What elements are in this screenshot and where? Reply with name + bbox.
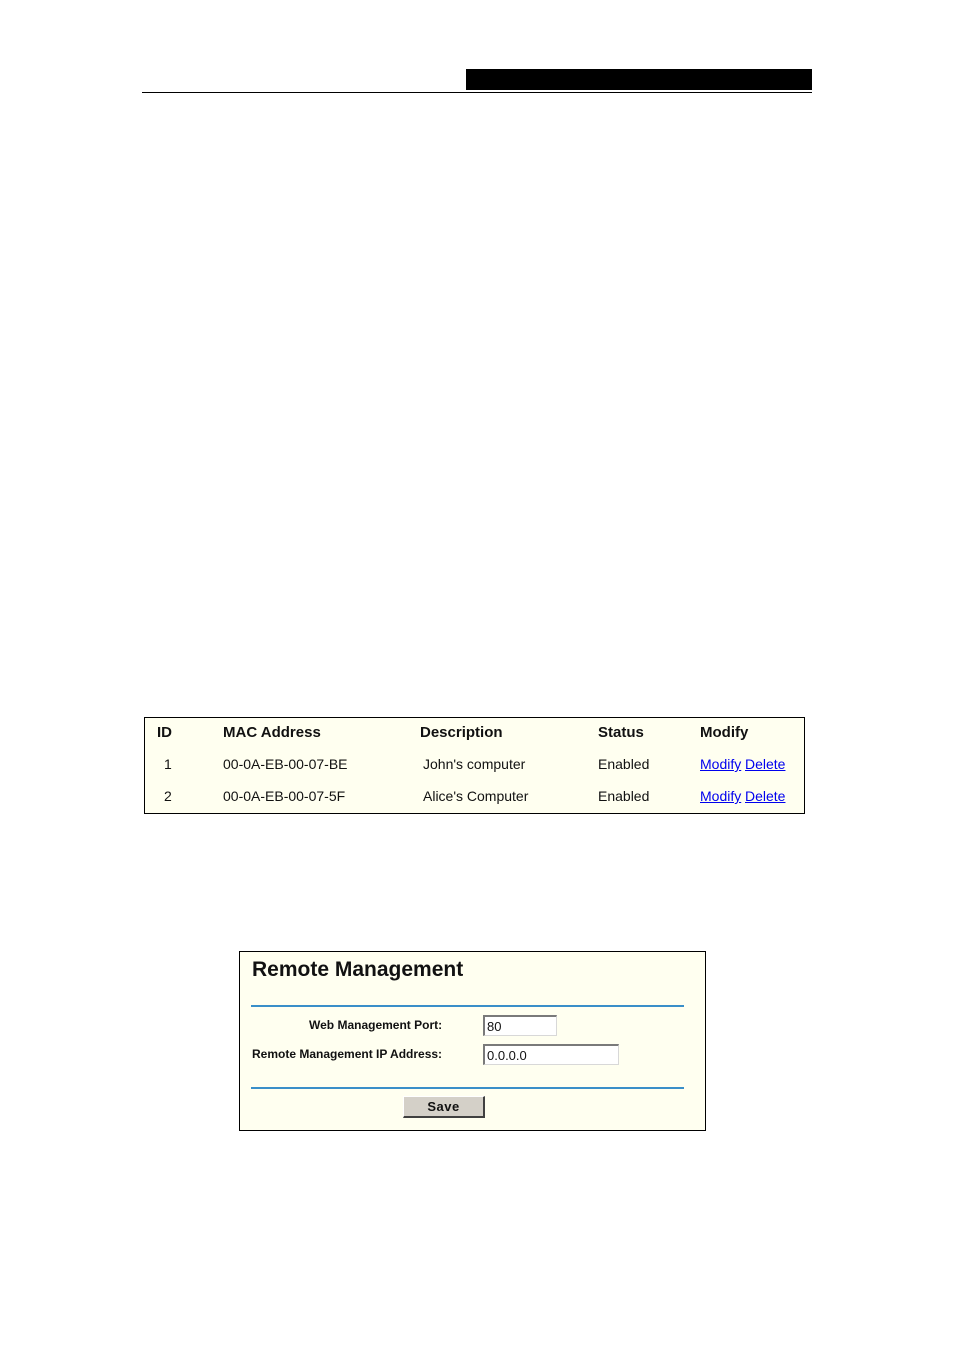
table-row-1-status: Enabled — [598, 756, 650, 772]
table-row-2-description: Alice's Computer — [423, 788, 529, 804]
column-header-mac-address: MAC Address — [223, 724, 321, 741]
table-row-1-mac: 00-0A-EB-00-07-BE — [223, 756, 348, 772]
remote-management-ip-input[interactable] — [483, 1044, 619, 1065]
header-bar — [466, 69, 812, 90]
table-row-1-id: 1 — [164, 756, 172, 772]
table-row-1-delete-link[interactable]: Delete — [745, 756, 786, 772]
save-button[interactable]: Save — [403, 1096, 485, 1118]
remote-management-panel — [239, 951, 706, 1131]
column-header-description: Description — [420, 724, 503, 741]
table-row-2-id: 2 — [164, 788, 172, 804]
remote-management-title: Remote Management — [252, 958, 464, 981]
table-row-2-modify-link[interactable]: Modify — [700, 788, 742, 804]
column-header-modify: Modify — [700, 724, 749, 741]
table-row-2-status: Enabled — [598, 788, 650, 804]
title-divider — [251, 1005, 684, 1007]
footer-divider — [251, 1087, 684, 1089]
column-header-status: Status — [598, 724, 644, 741]
table-row-2-delete-link[interactable]: Delete — [745, 788, 786, 804]
header-rule — [142, 92, 812, 93]
table-row-1-description: John's computer — [423, 756, 526, 772]
mac-filter-table — [144, 717, 805, 814]
remote-management-ip-label: Remote Management IP Address: — [252, 1047, 443, 1061]
web-management-port-input[interactable] — [483, 1015, 557, 1036]
table-row-1-modify-link[interactable]: Modify — [700, 756, 742, 772]
column-header-id: ID — [157, 724, 172, 741]
table-row-2-mac: 00-0A-EB-00-07-5F — [223, 788, 346, 804]
web-management-port-label: Web Management Port: — [309, 1018, 443, 1032]
